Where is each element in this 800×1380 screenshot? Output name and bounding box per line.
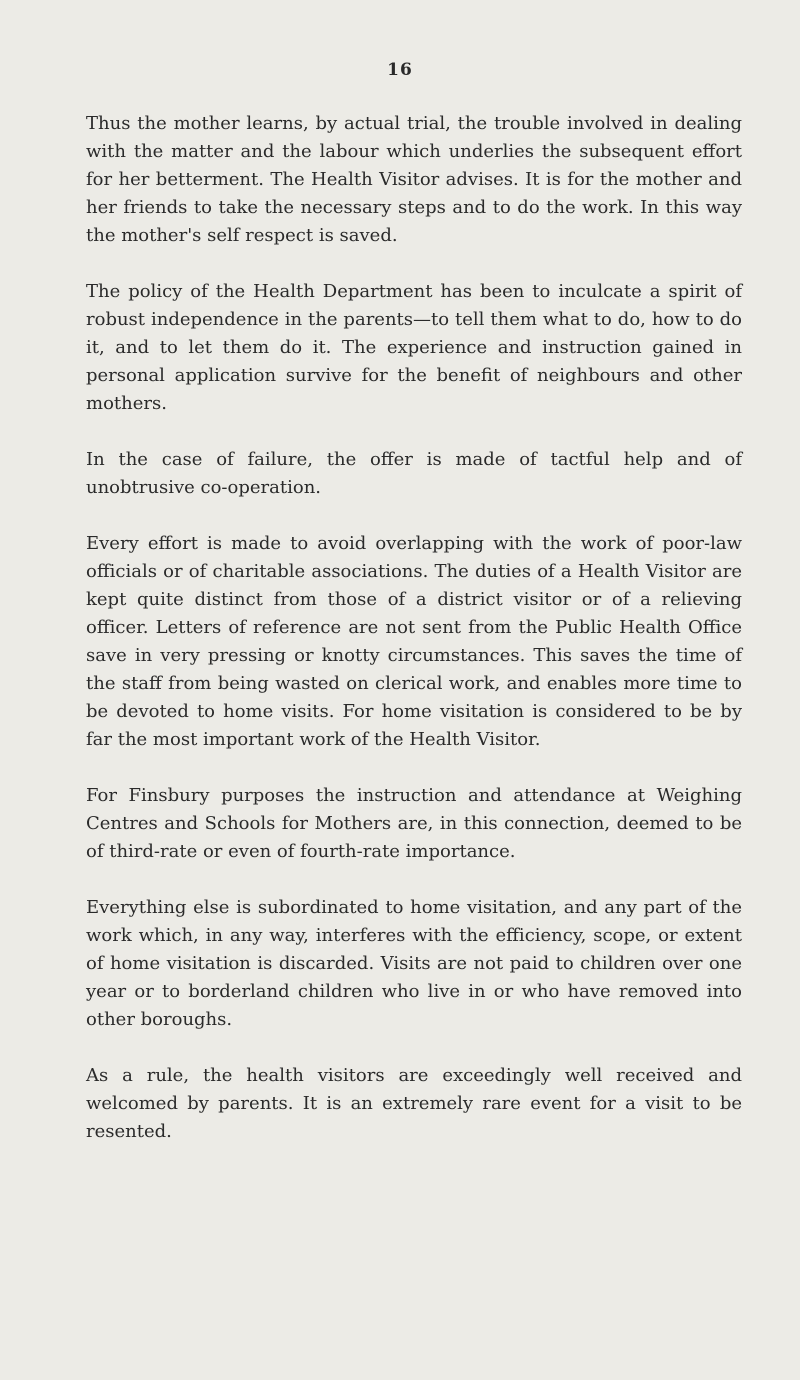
page-number: 16 (387, 60, 413, 80)
document-body (86, 110, 742, 1146)
paragraph-home-visitation: Everything else is subordinated to home visitation, and any part of the work which, in any way, interferes with the efficiency, scope, or extent of home visitation is discarded. Visits are not paid to children over one year or to borderland children who live in or who have removed into other boroughs. (86, 897, 742, 1030)
paragraph-case-of-failure: In the case of failure, the offer is made of tactful help and of unobtrusive co-operation. (86, 449, 742, 498)
paragraph-well-received: As a rule, the health visitors are exceedingly well received and welcomed by parents. It is an extremely rare event for a visit to be resented. (86, 1065, 742, 1142)
paragraph-mother-learns: Thus the mother learns, by actual trial, the trouble involved in dealing with the matter and the labour which underlies the subsequent effort for her betterment. The Health Visitor advises. It is for the mother and her friends to take the necessary steps and to do the work. In this way the mother's self respect is saved. (86, 113, 742, 246)
paragraph-avoid-overlapping: Every effort is made to avoid overlapping with the work of poor-law officials or of charitable associations. The duties of a Health Visitor are kept quite distinct from those of a district visitor or of a relieving officer. Letters of reference are not sent from the Public Health Office save in very pressing or knotty circumstances. This saves the time of the staff from being wasted on clerical work, and enables more time to be devoted to home visits. For home visitation is considered to be by far the most important work of the Health Visitor. (86, 533, 742, 750)
paragraph-finsbury-purposes: For Finsbury purposes the instruction and attendance at Weighing Centres and Schools for Mothers are, in this connection, deemed to be of third-rate or even of fourth-rate importance. (86, 785, 742, 862)
paragraph-health-department-policy: The policy of the Health Department has been to inculcate a spirit of robust independence in the parents—to tell them what to do, how to do it, and to let them do it. The experience and instruction gained in personal application survive for the benefit of neighbours and other mothers. (86, 281, 742, 414)
